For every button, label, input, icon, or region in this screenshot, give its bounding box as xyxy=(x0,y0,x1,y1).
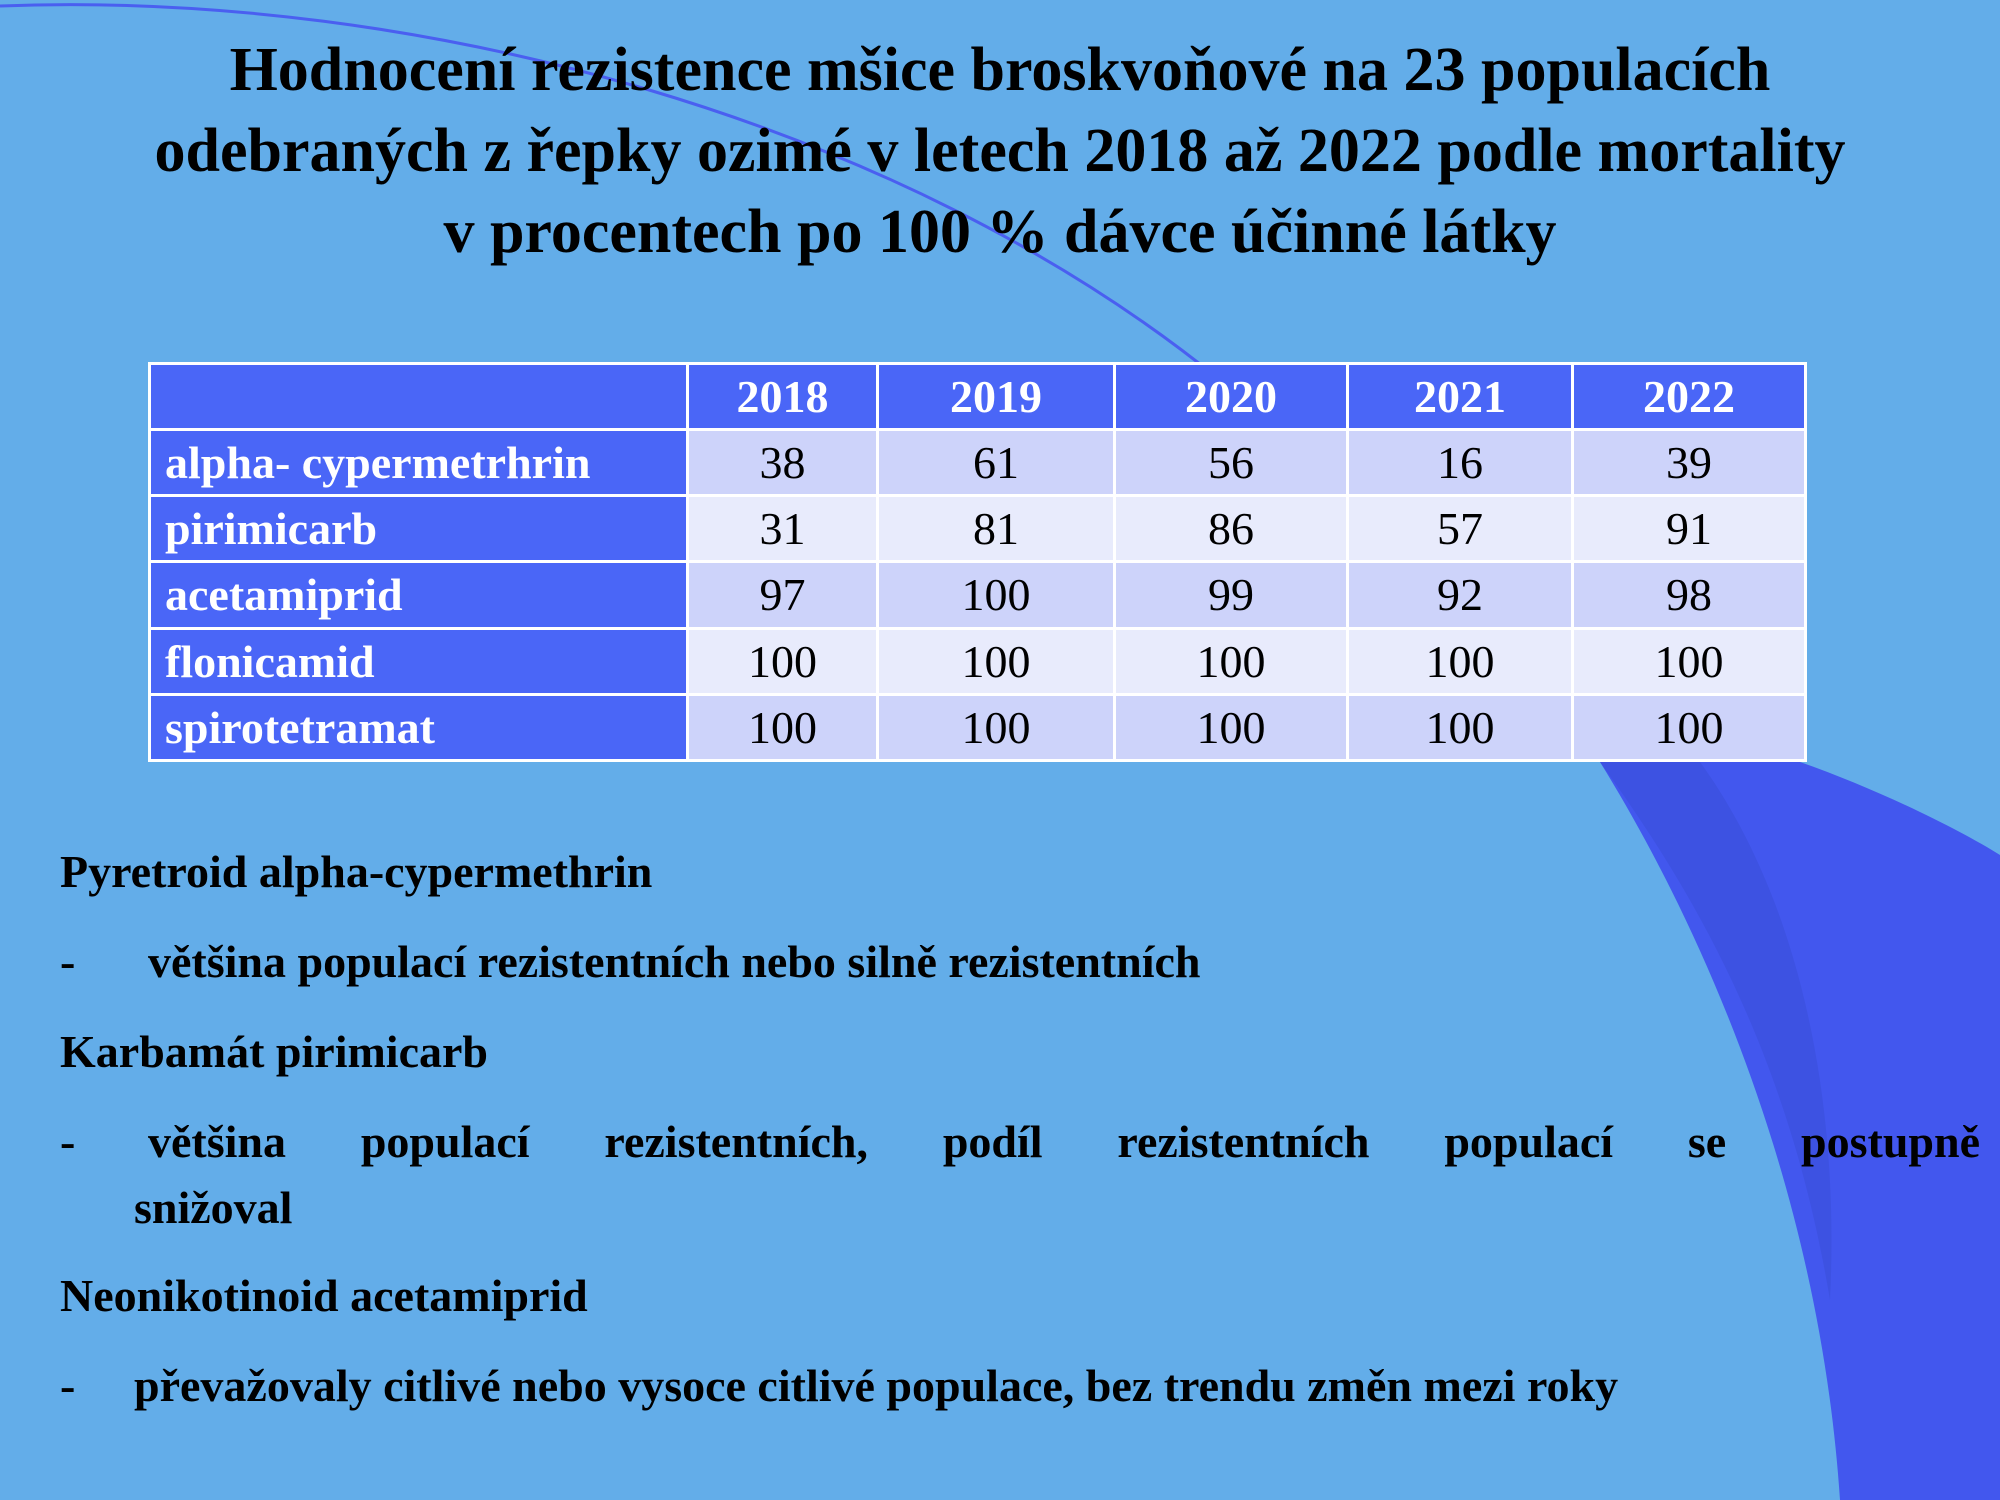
mortality-value: 92 xyxy=(1348,562,1573,628)
neonik-text: převažovaly citlivé nebo vysoce citlivé populace, bez trendu změn mezi roky xyxy=(134,1360,1619,1411)
mortality-value: 61 xyxy=(878,430,1115,496)
mortality-value: 97 xyxy=(688,562,878,628)
mortality-value: 100 xyxy=(1115,694,1348,760)
mortality-value: 86 xyxy=(1115,496,1348,562)
mortality-value: 100 xyxy=(878,694,1115,760)
bullet-dash: - xyxy=(60,1116,76,1167)
mortality-value: 100 xyxy=(1348,628,1573,694)
bullet-dash: - xyxy=(60,936,76,987)
table-row xyxy=(150,430,1806,496)
karbamat-word: rezistentních xyxy=(1117,1116,1370,1167)
karbamat-word: podíl xyxy=(942,1116,1043,1167)
karbamat-word: populací xyxy=(1444,1116,1614,1167)
mortality-value: 91 xyxy=(1573,496,1806,562)
mortality-value: 100 xyxy=(688,694,878,760)
year-header: 2020 xyxy=(1115,364,1348,430)
mortality-value: 100 xyxy=(878,628,1115,694)
karbamat-text-continuation: snižoval xyxy=(134,1182,293,1233)
substance-name: flonicamid xyxy=(150,628,688,694)
mortality-value: 31 xyxy=(688,496,878,562)
table-row xyxy=(150,562,1806,628)
mortality-value: 100 xyxy=(1573,628,1806,694)
mortality-value: 98 xyxy=(1573,562,1806,628)
mortality-value: 16 xyxy=(1348,430,1573,496)
year-header: 2022 xyxy=(1573,364,1806,430)
karbamat-text xyxy=(148,1115,1980,1168)
mortality-value: 100 xyxy=(1573,694,1806,760)
mortality-value: 57 xyxy=(1348,496,1573,562)
mortality-value: 100 xyxy=(1115,628,1348,694)
mortality-value: 100 xyxy=(878,562,1115,628)
slide-title-line-2: odebraných z řepky ozimé v letech 2018 až 2022 podle mortality xyxy=(154,117,1846,185)
karbamat-word: populací xyxy=(360,1116,530,1167)
mortality-table xyxy=(148,362,1807,762)
year-header: 2019 xyxy=(878,364,1115,430)
pyretroid-heading: Pyretroid alpha-cypermethrin xyxy=(60,846,653,897)
mortality-value: 100 xyxy=(1348,694,1573,760)
mortality-value: 99 xyxy=(1115,562,1348,628)
substance-name: pirimicarb xyxy=(150,496,688,562)
table-header-row xyxy=(150,364,1806,430)
karbamat-word: rezistentních, xyxy=(604,1116,868,1167)
karbamat-heading: Karbamát pirimicarb xyxy=(60,1026,488,1077)
table-corner-cell xyxy=(150,364,688,430)
mortality-value: 38 xyxy=(688,430,878,496)
mortality-value: 81 xyxy=(878,496,1115,562)
substance-name: alpha- cypermetrhrin xyxy=(150,430,688,496)
substance-name: spirotetramat xyxy=(150,694,688,760)
pyretroid-text: většina populací rezistentních nebo silně rezistentních xyxy=(148,936,1201,987)
bullet-dash: - xyxy=(60,1360,76,1411)
table-row xyxy=(150,694,1806,760)
slide-title xyxy=(40,30,1960,273)
substance-name: acetamiprid xyxy=(150,562,688,628)
karbamat-word: většina xyxy=(148,1116,286,1167)
slide-title-line-3: v procentech po 100 % dávce účinné látky xyxy=(443,198,1557,266)
mortality-value: 56 xyxy=(1115,430,1348,496)
mortality-value: 39 xyxy=(1573,430,1806,496)
neonik-heading: Neonikotinoid acetamiprid xyxy=(60,1270,588,1321)
table-row xyxy=(150,496,1806,562)
year-header: 2021 xyxy=(1348,364,1573,430)
slide-title-line-1: Hodnocení rezistence mšice broskvoňové na 23 populacích xyxy=(229,36,1771,104)
karbamat-word: postupně xyxy=(1801,1116,1981,1167)
table-row xyxy=(150,628,1806,694)
karbamat-word: se xyxy=(1687,1116,1727,1167)
year-header: 2018 xyxy=(688,364,878,430)
mortality-value: 100 xyxy=(688,628,878,694)
